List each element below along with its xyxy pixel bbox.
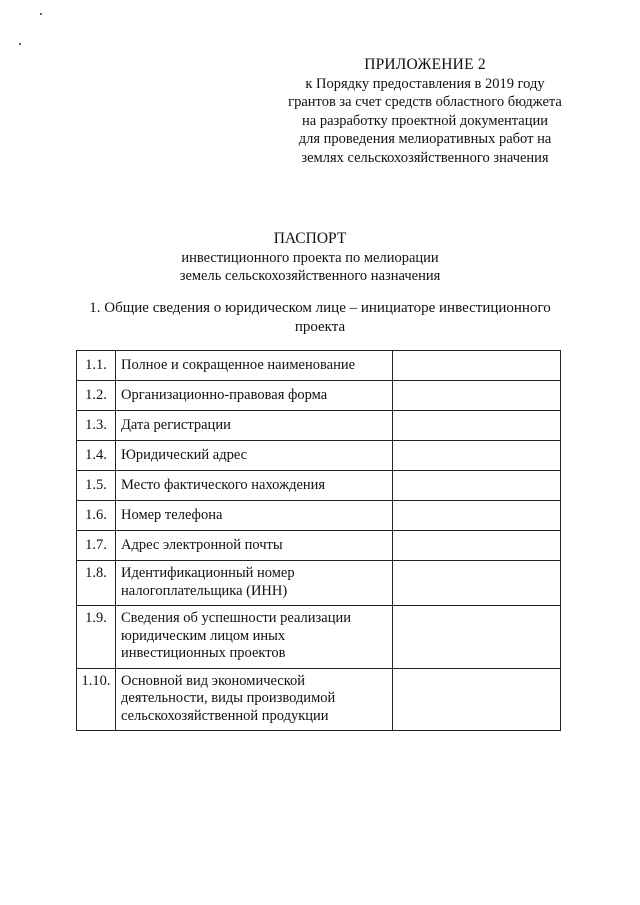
row-label: Полное и сокращенное наименование [116, 351, 393, 381]
row-value-cell[interactable] [393, 668, 561, 731]
appendix-title: ПРИЛОЖЕНИЕ 2 [364, 56, 486, 73]
row-value-cell[interactable] [393, 471, 561, 501]
section-heading-line: проекта [294, 318, 346, 335]
table-row [77, 381, 561, 411]
row-value-cell[interactable] [393, 351, 561, 381]
row-value-cell[interactable] [393, 381, 561, 411]
row-value-cell[interactable] [393, 501, 561, 531]
appendix-line: на разработку проектной документации [302, 112, 548, 129]
row-label: Идентификационный номер налогоплательщика (ИНН) [116, 561, 393, 606]
row-value-cell[interactable] [393, 411, 561, 441]
scan-speck [40, 13, 42, 15]
table-row [77, 531, 561, 561]
row-number: 1.6. [77, 501, 116, 531]
table-row [77, 606, 561, 669]
table-row [77, 441, 561, 471]
row-number: 1.9. [77, 606, 116, 669]
section-heading [70, 299, 570, 336]
appendix-block [240, 56, 610, 167]
row-value-cell[interactable] [393, 441, 561, 471]
table-row [77, 351, 561, 381]
passport-title: ПАСПОРТ [273, 230, 347, 247]
table-row [77, 471, 561, 501]
row-number: 1.10. [77, 668, 116, 731]
row-number: 1.5. [77, 471, 116, 501]
row-value-cell[interactable] [393, 561, 561, 606]
row-label: Место фактического нахождения [116, 471, 393, 501]
row-label: Сведения об успешности реализации юридическим лицом иных инвестиционных проектов [116, 606, 393, 669]
appendix-line: землях сельскохозяйственного значения [301, 149, 549, 166]
row-number: 1.2. [77, 381, 116, 411]
general-info-table [76, 350, 561, 731]
row-label: Номер телефона [116, 501, 393, 531]
row-number: 1.8. [77, 561, 116, 606]
table-row [77, 668, 561, 731]
table-row [77, 411, 561, 441]
passport-heading [100, 230, 520, 286]
row-number: 1.3. [77, 411, 116, 441]
row-number: 1.4. [77, 441, 116, 471]
table-row [77, 501, 561, 531]
appendix-line: для проведения мелиоративных работ на [298, 131, 552, 147]
appendix-line: грантов за счет средств областного бюджета [288, 94, 562, 110]
row-value-cell[interactable] [393, 606, 561, 669]
row-label: Юридический адрес [116, 441, 393, 471]
appendix-line: к Порядку предоставления в 2019 году [305, 75, 545, 92]
row-label: Дата регистрации [116, 411, 393, 441]
passport-subtitle-line: инвестиционного проекта по мелиорации [181, 249, 439, 266]
scan-speck [19, 43, 21, 45]
passport-subtitle-line: земель сельскохозяйственного назначения [179, 268, 441, 284]
row-number: 1.1. [77, 351, 116, 381]
row-label: Организационно-правовая форма [116, 381, 393, 411]
row-label: Основной вид экономической деятельности, виды производимой сельскохозяйственной продукции [116, 668, 393, 731]
row-number: 1.7. [77, 531, 116, 561]
row-label: Адрес электронной почты [116, 531, 393, 561]
section-heading-line: 1. Общие сведения о юридическом лице – инициаторе инвестиционного [89, 300, 551, 316]
table-row [77, 561, 561, 606]
row-value-cell[interactable] [393, 531, 561, 561]
